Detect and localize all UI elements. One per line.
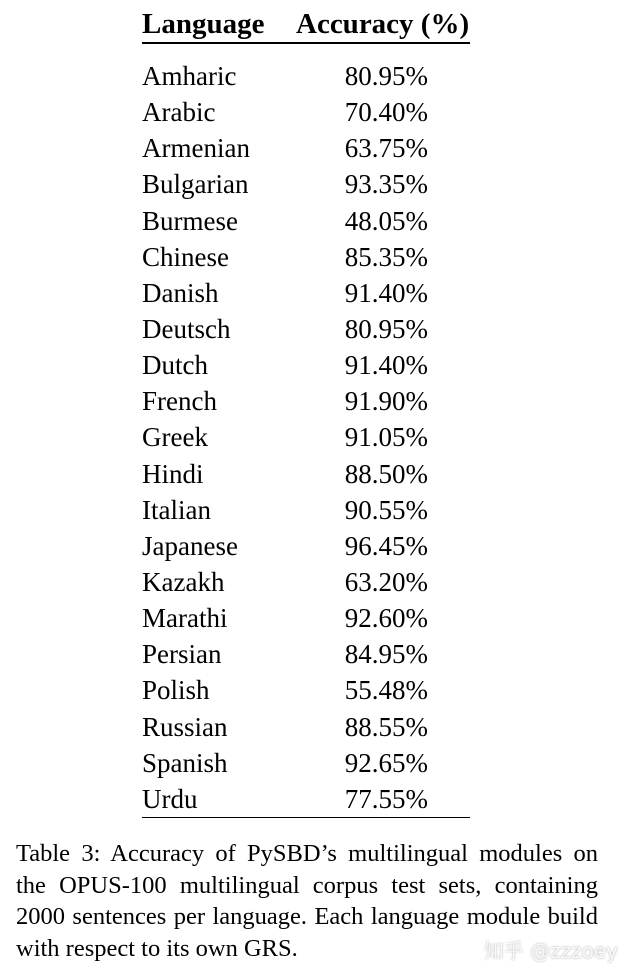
table-row bbox=[142, 781, 470, 817]
table-row bbox=[142, 383, 470, 419]
cell-language: Urdu bbox=[142, 783, 198, 814]
table-row bbox=[142, 239, 470, 275]
cell-language: Russian bbox=[142, 711, 228, 742]
cell-accuracy: 80.95% bbox=[344, 61, 428, 91]
cell-language: Chinese bbox=[142, 241, 229, 272]
table-row bbox=[142, 745, 470, 781]
table-row bbox=[142, 130, 470, 166]
table-header-row bbox=[142, 6, 470, 44]
cell-accuracy: 90.55% bbox=[344, 494, 428, 525]
cell-accuracy: 55.48% bbox=[344, 675, 428, 706]
table-row bbox=[142, 311, 470, 347]
cell-language: Arabic bbox=[142, 97, 216, 128]
cell-accuracy: 91.40% bbox=[344, 277, 428, 308]
cell-language: Persian bbox=[142, 639, 222, 670]
cell-language: French bbox=[142, 386, 217, 417]
table-row bbox=[142, 636, 470, 672]
table-row bbox=[142, 600, 470, 636]
table-row bbox=[142, 528, 470, 564]
cell-accuracy: 84.95% bbox=[344, 639, 428, 670]
table-row bbox=[142, 709, 470, 745]
table-row bbox=[142, 456, 470, 492]
table-row bbox=[142, 94, 470, 130]
cell-language: Bulgarian bbox=[142, 169, 249, 200]
table-caption: Table 3: Accuracy of PySBD’s multilingual modules on the OPUS-100 multilingual corpus test sets, containing 2000 sentences per language. Each language module build with respect to its own GRS. bbox=[16, 840, 598, 962]
cell-accuracy: 48.05% bbox=[344, 205, 428, 236]
cell-accuracy: 80.95% bbox=[344, 313, 428, 344]
table-row bbox=[142, 492, 470, 528]
table-row bbox=[142, 275, 470, 311]
cell-accuracy: 77.55% bbox=[344, 783, 428, 814]
table-row bbox=[142, 564, 470, 600]
watermark: 知乎 @zzzoey bbox=[483, 939, 618, 963]
table-body bbox=[142, 44, 470, 818]
cell-language: Greek bbox=[142, 422, 208, 453]
cell-accuracy: 93.35% bbox=[344, 169, 428, 200]
cell-accuracy: 91.05% bbox=[344, 422, 428, 453]
cell-language: Marathi bbox=[142, 603, 228, 634]
table-row bbox=[142, 203, 470, 239]
cell-language: Italian bbox=[142, 494, 211, 525]
cell-accuracy: 91.90% bbox=[344, 386, 428, 417]
cell-accuracy: 63.20% bbox=[344, 566, 428, 597]
cell-language: Deutsch bbox=[142, 313, 231, 344]
cell-accuracy: 96.45% bbox=[344, 530, 428, 561]
table-row bbox=[142, 419, 470, 455]
table-row bbox=[142, 347, 470, 383]
table-row bbox=[142, 166, 470, 202]
cell-accuracy: 85.35% bbox=[344, 241, 428, 272]
cell-accuracy: 92.65% bbox=[344, 747, 428, 778]
cell-language: Spanish bbox=[142, 747, 228, 778]
header-accuracy: Accuracy (%) bbox=[296, 8, 470, 40]
cell-language: Kazakh bbox=[142, 566, 225, 597]
cell-accuracy: 92.60% bbox=[344, 603, 428, 634]
cell-accuracy: 63.75% bbox=[344, 133, 428, 164]
cell-language: Japanese bbox=[142, 530, 238, 561]
cell-accuracy: 88.55% bbox=[344, 711, 428, 742]
table-row bbox=[142, 672, 470, 708]
header-language: Language bbox=[142, 8, 265, 40]
cell-language: Armenian bbox=[142, 133, 250, 164]
cell-language: Amharic bbox=[142, 61, 237, 91]
cell-language: Polish bbox=[142, 675, 210, 706]
cell-accuracy: 88.50% bbox=[344, 458, 428, 489]
cell-accuracy: 91.40% bbox=[344, 350, 428, 381]
cell-language: Hindi bbox=[142, 458, 204, 489]
table-row bbox=[142, 58, 470, 94]
accuracy-table bbox=[142, 6, 470, 818]
cell-language: Burmese bbox=[142, 205, 238, 236]
cell-accuracy: 70.40% bbox=[344, 97, 428, 128]
cell-language: Danish bbox=[142, 277, 219, 308]
cell-language: Dutch bbox=[142, 350, 208, 381]
